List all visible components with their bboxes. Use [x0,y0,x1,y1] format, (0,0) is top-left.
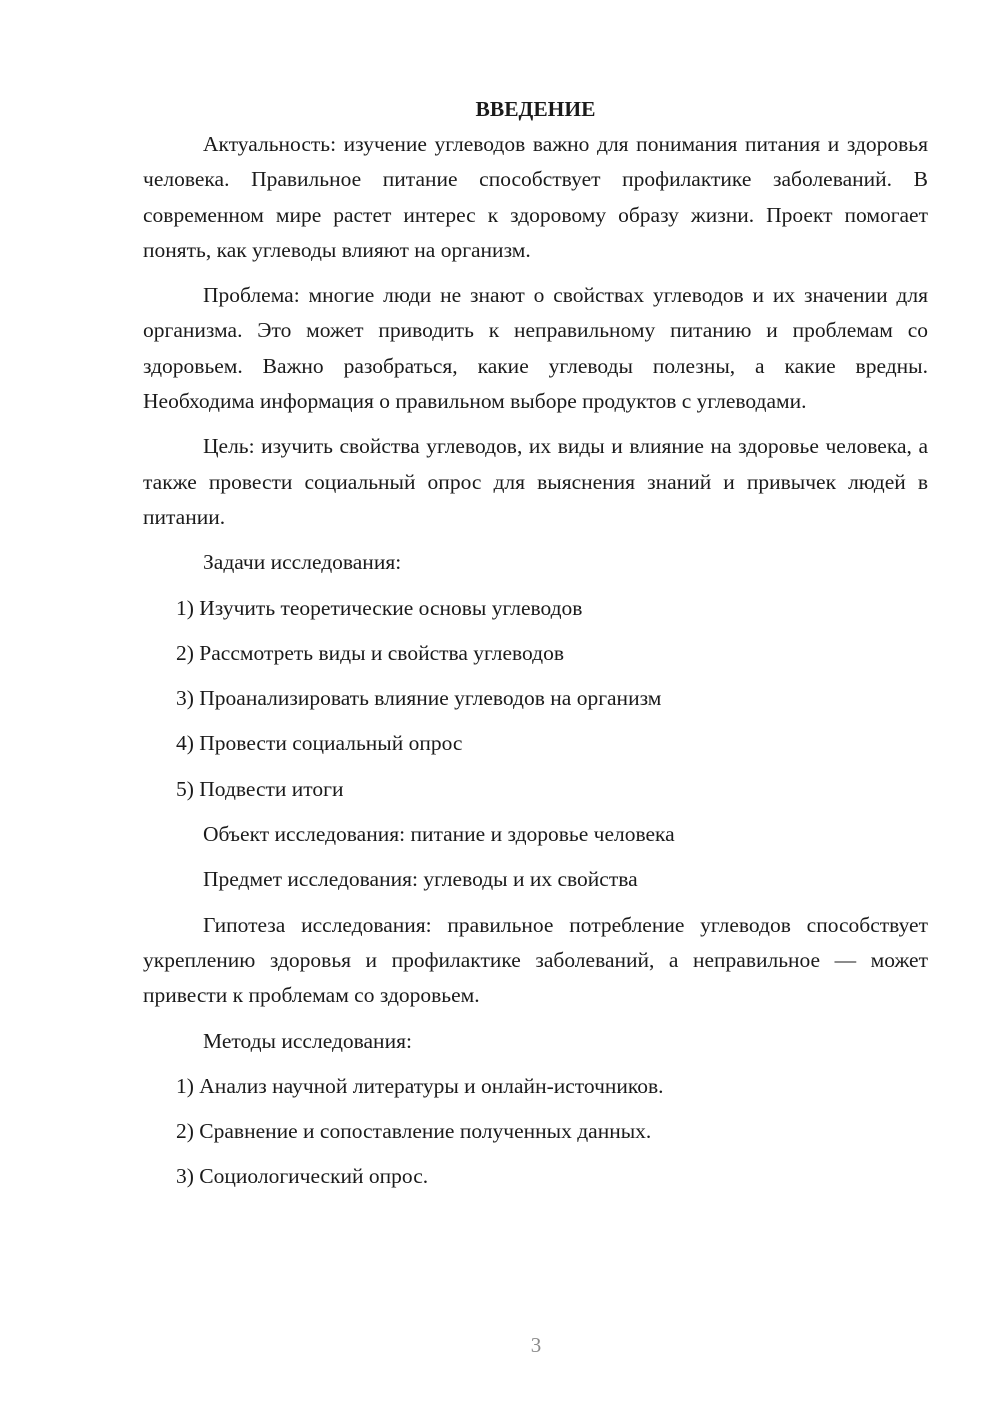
list-item: 1) Изучить теоретические основы углеводов [176,595,583,620]
tasks-list [143,591,928,807]
paragraph-object: Объект исследования: питание и здоровье человека [203,822,675,847]
paragraph-hypothesis: Гипотеза исследования: правильное потребление углеводов способствует укреплению здоровья и профилактике заболеваний, а неправильное — может привести к проблемам со здоровьем. [143,912,928,1008]
list-item: 2) Сравнение и сопоставление полученных данных. [176,1119,652,1144]
methods-list [143,1069,928,1195]
paragraph-problem: Проблема: многие люди не знают о свойствах углеводов и их значении для организма. Это может приводить к неправильному питанию и проблемам со здоровьем. Важно разобраться, какие углеводы полезны, а какие вредны. Необходима информация о правильном выборе продуктов с углеводами. [143,283,928,414]
paragraph-goal: Цель: изучить свойства углеводов, их виды и влияние на здоровье человека, а также провести социальный опрос для выяснения знаний и привычек людей в питании. [143,434,928,529]
list-item: 3) Социологический опрос. [176,1164,429,1189]
paragraph-subject: Предмет исследования: углеводы и их свойства [203,867,638,892]
methods-title: Методы исследования: [203,1028,412,1053]
list-item: 5) Подвести итоги [176,776,344,801]
list-item: 1) Анализ научной литературы и онлайн-источников. [176,1073,664,1098]
list-item: 2) Рассмотреть виды и свойства углеводов [176,640,565,665]
section-heading: ВВЕДЕНИЕ [475,97,596,121]
list-item: 3) Проанализировать влияние углеводов на организм [176,686,662,711]
tasks-title: Задачи исследования: [203,550,402,575]
page-number: 3 [530,1333,542,1357]
paragraph-relevance: Актуальность: изучение углеводов важно для понимания питания и здоровья человека. Правильное питание способствует профилактике заболеваний. В современном мире растет интерес к здоровому образу жизни. Проект помогает понять, как углеводы влияют на организм. [143,132,928,262]
document-page [143,92,928,1205]
list-item: 4) Провести социальный опрос [176,731,463,756]
